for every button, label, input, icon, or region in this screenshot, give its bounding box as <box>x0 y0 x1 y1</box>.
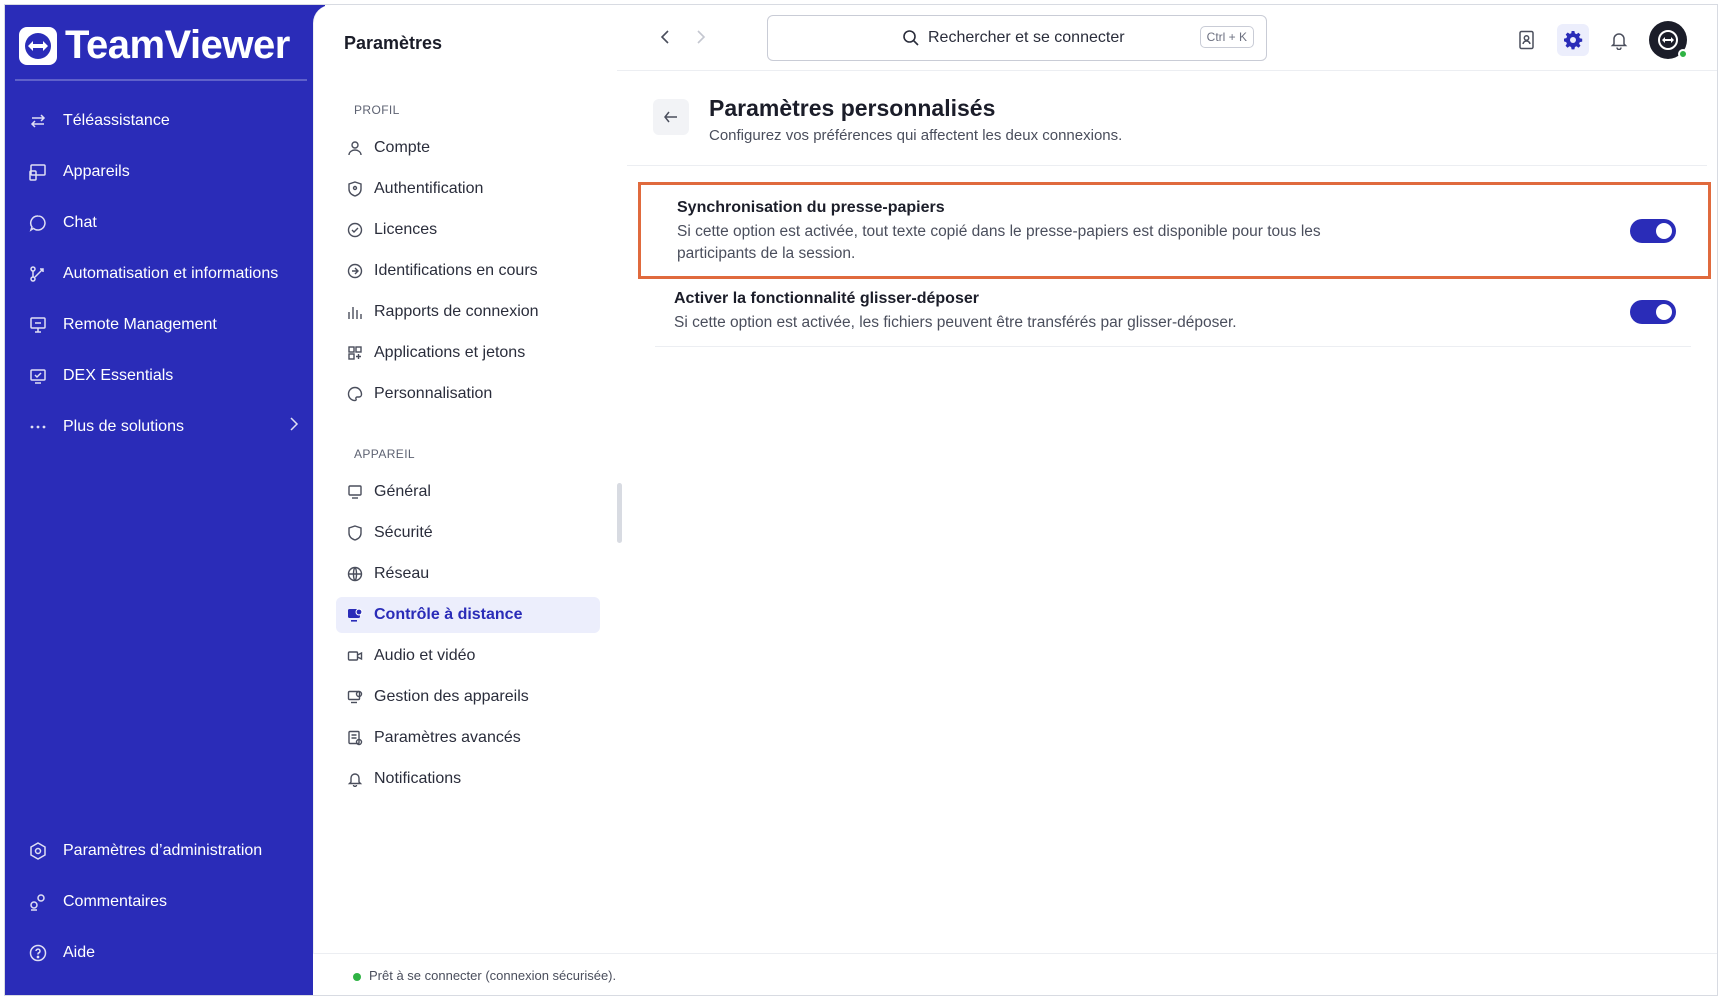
panel-resize-handle[interactable] <box>617 483 622 543</box>
setting-title: Synchronisation du presse-papiers <box>677 199 945 216</box>
settings-item-label: Applications et jetons <box>374 344 526 361</box>
chevron-right-icon <box>289 417 299 436</box>
settings-item-label: Licences <box>374 221 438 238</box>
settings-item-label: Contrôle à distance <box>374 606 523 623</box>
chat-icon <box>27 212 49 234</box>
settings-item-label: Paramètres avancés <box>374 729 521 746</box>
settings-item-reseau[interactable] <box>336 556 600 592</box>
divider <box>627 165 1707 166</box>
teamviewer-avatar-icon <box>1656 28 1680 52</box>
settings-item-personnalisation[interactable] <box>336 376 600 412</box>
sidebar-item-aide[interactable] <box>5 927 325 978</box>
teamviewer-logo-icon <box>19 27 57 65</box>
setting-title: Activer la fonctionnalité glisser-déposer <box>674 290 979 307</box>
settings-item-label: Gestion des appareils <box>374 688 529 705</box>
settings-item-controle-a-distance[interactable] <box>336 597 600 633</box>
gear-icon[interactable] <box>1557 24 1589 56</box>
sidebar-item-label: Automatisation et informations <box>63 264 279 282</box>
settings-item-label: Identifications en cours <box>374 262 538 279</box>
setting-description: Si cette option est activée, les fichiers peuvent être transférés par glisser-déposer. <box>674 314 1237 331</box>
advanced-settings-icon <box>346 729 364 747</box>
settings-item-label: Audio et vidéo <box>374 647 476 664</box>
sidebar-item-label: Plus de solutions <box>63 417 184 435</box>
page-title: Paramètres personnalisés <box>709 95 996 121</box>
settings-item-notifications[interactable] <box>336 761 600 797</box>
drag-drop-toggle[interactable] <box>1630 300 1676 324</box>
settings-item-licences[interactable] <box>336 212 600 248</box>
bar-chart-icon <box>346 303 364 321</box>
sidebar-item-label: Remote Management <box>63 315 217 333</box>
login-icon <box>346 262 364 280</box>
sidebar-item-label: Téléassistance <box>63 111 170 129</box>
contacts-icon[interactable] <box>1511 24 1543 56</box>
settings-item-label: Personnalisation <box>374 385 493 402</box>
settings-item-rapports[interactable] <box>336 294 600 330</box>
remote-control-icon <box>346 606 364 624</box>
back-button[interactable] <box>653 99 689 135</box>
settings-item-securite[interactable] <box>336 515 600 551</box>
divider <box>655 346 1691 347</box>
video-icon <box>346 647 364 665</box>
settings-item-general[interactable] <box>336 474 600 510</box>
palette-icon <box>346 385 364 403</box>
automation-icon <box>27 263 49 285</box>
sidebar-item-automatisation[interactable] <box>5 248 325 299</box>
forward-chevron-icon[interactable] <box>695 29 707 50</box>
settings-item-label: Compte <box>374 139 431 156</box>
settings-nav-panel <box>313 5 617 996</box>
section-label-profil: PROFIL <box>354 103 400 117</box>
avatar[interactable] <box>1649 21 1687 59</box>
globe-icon <box>346 565 364 583</box>
admin-settings-icon <box>27 840 49 862</box>
back-chevron-icon[interactable] <box>659 29 671 50</box>
settings-item-applications[interactable] <box>336 335 600 371</box>
settings-item-label: Authentification <box>374 180 484 197</box>
teamviewer-logo[interactable] <box>19 23 290 68</box>
arrow-left-icon <box>664 111 678 123</box>
settings-item-authentification[interactable] <box>336 171 600 207</box>
sidebar-item-label: Paramètres d’administration <box>63 841 263 859</box>
status-indicator <box>353 973 361 981</box>
help-icon <box>27 942 49 964</box>
more-dots-icon <box>27 416 49 438</box>
bell-icon[interactable] <box>1603 24 1635 56</box>
top-actions <box>1511 21 1687 59</box>
divider <box>15 79 307 81</box>
search-placeholder: Rechercher et se connecter <box>928 29 1125 46</box>
shortcut-badge: Ctrl + K <box>1200 26 1254 48</box>
sidebar-item-label: Commentaires <box>63 892 168 910</box>
logo-text: TeamViewer <box>65 23 290 67</box>
feedback-icon <box>27 891 49 913</box>
user-icon <box>346 139 364 157</box>
setting-drag-drop <box>655 290 1691 346</box>
settings-item-label: Rapports de connexion <box>374 303 539 320</box>
sidebar-item-dex-essentials[interactable] <box>5 350 325 401</box>
shield-icon <box>346 524 364 542</box>
page-subtitle: Configurez vos préférences qui affectent les deux connexions. <box>709 127 1123 144</box>
settings-item-gestion-appareils[interactable] <box>336 679 600 715</box>
settings-item-label: Réseau <box>374 565 430 582</box>
sidebar-item-teleassistance[interactable] <box>5 95 325 146</box>
search-icon <box>902 29 920 52</box>
settings-item-compte[interactable] <box>336 130 600 166</box>
sidebar-item-label: Chat <box>63 213 97 231</box>
main-sidebar <box>5 5 325 996</box>
section-label-appareil: APPAREIL <box>354 447 416 461</box>
shield-icon <box>346 180 364 198</box>
arrows-swap-icon <box>27 110 49 132</box>
sidebar-item-label: Appareils <box>63 162 130 180</box>
devices-icon <box>27 161 49 183</box>
top-bar <box>617 5 1717 71</box>
sidebar-bottom-nav <box>5 825 325 978</box>
monitor-icon <box>346 483 364 501</box>
sidebar-item-chat[interactable] <box>5 197 325 248</box>
online-status-dot <box>1678 49 1688 59</box>
bell-icon <box>346 770 364 788</box>
settings-title: Paramètres <box>344 33 443 53</box>
settings-item-identifications[interactable] <box>336 253 600 289</box>
app-window <box>4 4 1718 996</box>
settings-item-label: Notifications <box>374 770 462 787</box>
sidebar-item-feedback[interactable] <box>5 876 325 927</box>
sidebar-nav <box>5 95 325 452</box>
settings-item-label: Général <box>374 483 431 500</box>
remote-management-icon <box>27 314 49 336</box>
badge-check-icon <box>346 221 364 239</box>
settings-item-audio-video[interactable] <box>336 638 600 674</box>
sidebar-item-label: DEX Essentials <box>63 366 174 384</box>
sidebar-item-admin-settings[interactable] <box>5 825 325 876</box>
search-input[interactable] <box>767 15 1267 61</box>
settings-item-label: Sécurité <box>374 524 433 541</box>
sidebar-item-label: Aide <box>63 943 96 961</box>
status-bar <box>313 953 1717 996</box>
clipboard-sync-toggle[interactable] <box>1630 219 1676 243</box>
setting-description: Si cette option est activée, tout texte copié dans le presse-papiers est disponible pour tous les participants de la session. <box>677 223 1321 262</box>
sidebar-item-remote-management[interactable] <box>5 299 325 350</box>
apps-icon <box>346 344 364 362</box>
status-text: Prêt à se connecter (connexion sécurisée). <box>369 968 617 983</box>
setting-clipboard-sync <box>638 182 1711 279</box>
settings-item-parametres-avances[interactable] <box>336 720 600 756</box>
sidebar-item-plus-de-solutions[interactable] <box>5 401 325 452</box>
sidebar-item-appareils[interactable] <box>5 146 325 197</box>
dex-icon <box>27 365 49 387</box>
device-management-icon <box>346 688 364 706</box>
